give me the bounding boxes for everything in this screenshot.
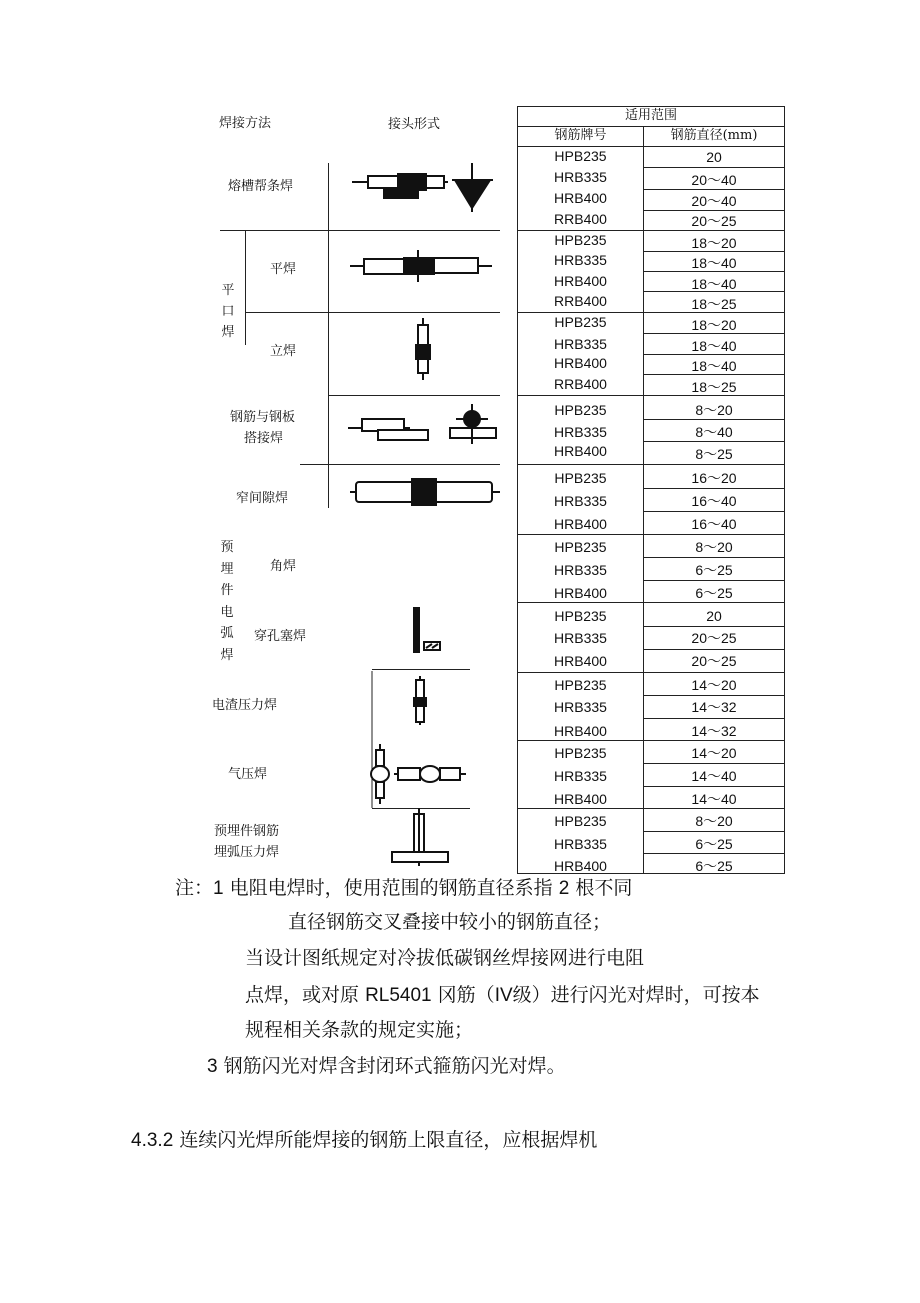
grade-cell: HRB400 (554, 355, 607, 371)
note-number: 1 (213, 878, 224, 899)
grade-cell: HPB235 (554, 813, 607, 829)
plate-lap-joint-sketch (348, 404, 496, 444)
embed-group-char: 埋 (220, 561, 234, 577)
method-plate-lap-1: 钢筋与钢板 (230, 410, 296, 425)
diameter-cell: 20～25 (691, 653, 737, 669)
method-embed-arc-1: 预埋件钢筋 (214, 824, 280, 839)
embed-group-char: 弧 (220, 626, 234, 641)
grade-cell: HRB335 (554, 699, 607, 715)
method-dianzha: 电渣压力焊 (212, 698, 278, 713)
diameter-cell: 18～40 (691, 255, 737, 271)
grade-cell: HRB400 (554, 273, 607, 289)
diameter-cell: 8～20 (695, 539, 733, 555)
method-qiya: 气压焊 (228, 767, 268, 782)
gas-pressure-weld-sketch (371, 744, 466, 804)
note-text: 点焊，或对原 (245, 984, 360, 1006)
header-diameter: 钢筋直径(mm) (670, 128, 758, 143)
method-chuankong: 穿孔塞焊 (254, 629, 307, 644)
diameter-cell: 14～20 (691, 677, 737, 693)
header-joint: 接头形式 (388, 117, 441, 132)
header-method: 焊接方法 (219, 116, 272, 131)
grade-cell: HRB335 (554, 336, 607, 352)
diameter-cell: 8～25 (695, 446, 733, 462)
note-code: IV (494, 985, 513, 1006)
method-jiaohan: 角焊 (270, 559, 297, 574)
note-line-1 (175, 874, 632, 903)
pinghan-joint-sketch (350, 250, 492, 282)
grade-cell: HRB400 (554, 190, 607, 206)
narrow-gap-joint-sketch (350, 479, 500, 505)
grade-cell: HPB235 (554, 232, 607, 248)
ping-group-char: 口 (221, 304, 235, 319)
grade-cell: HRB335 (554, 493, 607, 509)
note-text: 钢筋闪光对焊含封闭环式箍筋闪光对焊。 (223, 1055, 566, 1077)
note-text: 根不同 (575, 877, 633, 899)
rongcao-joint-sketch (352, 163, 493, 212)
note-prefix: 注： (175, 877, 214, 899)
header-grade: 钢筋牌号 (554, 128, 607, 143)
diameter-cell: 14～32 (691, 699, 737, 715)
grade-cell: HRB335 (554, 630, 607, 646)
diameter-cell: 6～25 (695, 858, 733, 874)
note-text: 级）进行闪光对焊时，可按本 (512, 984, 760, 1006)
note-line-3: 当设计图纸规定对冷拔低碳钢丝焊接网进行电阻 (245, 947, 645, 969)
note-line-6 (207, 1052, 566, 1081)
section-text: 连续闪光焊所能焊接的钢筋上限直径，应根据焊机 (179, 1129, 598, 1151)
grade-cell: HPB235 (554, 608, 607, 624)
diameter-cell: 14～40 (691, 768, 737, 784)
note-line-5: 规程相关条款的规定实施； (245, 1019, 474, 1041)
embed-group-char: 预 (220, 540, 234, 555)
embedded-arc-pressure-sketch (392, 808, 448, 866)
diameter-cell: 20～40 (691, 193, 737, 209)
embed-group-char: 件 (220, 583, 234, 598)
grade-cell: RRB400 (554, 211, 607, 227)
grade-cell: HRB335 (554, 424, 607, 440)
grade-cell: HPB235 (554, 539, 607, 555)
grade-cell: HRB335 (554, 252, 607, 268)
grade-cell: HPB235 (554, 745, 607, 761)
grade-cell: HRB400 (554, 516, 607, 532)
electroslag-weld-sketch (414, 676, 426, 725)
grade-cell: HRB400 (554, 723, 607, 739)
diameter-cell: 18～40 (691, 276, 737, 292)
grade-cell: HRB400 (554, 443, 607, 459)
note-number: 3 (207, 1056, 218, 1077)
plug-weld-sketch (414, 608, 440, 652)
diameter-cell: 20 (706, 608, 722, 624)
grade-cell: HPB235 (554, 402, 607, 418)
grade-cell: HRB335 (554, 169, 607, 185)
method-embed-arc-2: 埋弧压力焊 (214, 845, 280, 860)
embed-group-char: 焊 (220, 647, 234, 663)
diameter-cell: 6～25 (695, 585, 733, 601)
grade-cell: HRB335 (554, 836, 607, 852)
header-scope: 适用范围 (624, 108, 677, 123)
diameter-cell: 18～20 (691, 317, 737, 333)
note-number: 2 (558, 878, 570, 899)
section-number: 4.3.2 (131, 1130, 174, 1151)
diameter-cell: 16～20 (691, 470, 737, 486)
diameter-cell: 16～40 (691, 493, 737, 509)
grade-cell: HRB400 (554, 585, 607, 601)
grade-cell: HPB235 (554, 677, 607, 693)
diameter-cell: 8～20 (695, 402, 733, 418)
diameter-cell: 18～25 (691, 296, 737, 312)
diameter-cell: 6～25 (695, 836, 733, 852)
diameter-cell: 18～20 (691, 235, 737, 251)
method-narrow-gap: 窄间隙焊 (236, 491, 289, 506)
diameter-cell: 8～40 (695, 424, 733, 440)
diameter-cell: 18～25 (691, 379, 737, 395)
diameter-cell: 14～32 (691, 723, 737, 739)
diameter-cell: 18～40 (691, 338, 737, 354)
grade-cell: HRB335 (554, 562, 607, 578)
diameter-cell: 20～25 (691, 213, 737, 229)
method-rongcao: 熔槽帮条焊 (228, 179, 294, 194)
note-text: 冈筋（ (437, 984, 495, 1006)
diameter-cell: 20～40 (691, 172, 737, 188)
diameter-cell: 20 (706, 149, 722, 165)
lihan-joint-sketch (416, 318, 430, 380)
grade-cell: RRB400 (554, 293, 607, 309)
method-lihan: 立焊 (270, 344, 297, 359)
grade-cell: RRB400 (554, 376, 607, 392)
diameter-cell: 8～20 (695, 813, 733, 829)
ping-group-char: 焊 (221, 325, 235, 340)
grade-cell: HRB335 (554, 768, 607, 784)
section-4-3-2 (131, 1126, 597, 1155)
note-line-2: 直径钢筋交叉叠接中较小的钢筋直径； (288, 911, 612, 933)
method-plate-lap-2: 搭接焊 (244, 431, 284, 446)
note-text: 电阻电焊时，使用范围的钢筋直径系指 (229, 877, 553, 899)
diameter-cell: 16～40 (691, 516, 737, 532)
ping-group-char: 平 (221, 283, 235, 298)
diameter-cell: 20～25 (691, 630, 737, 646)
grade-cell: HRB400 (554, 653, 607, 669)
diameter-cell: 14～40 (691, 791, 737, 807)
grade-cell: HPB235 (554, 470, 607, 486)
embed-group-char: 电 (220, 604, 234, 620)
grade-cell: HRB400 (554, 858, 607, 874)
diameter-cell: 18～40 (691, 358, 737, 374)
grade-cell: HPB235 (554, 148, 607, 164)
diameter-cell: 6～25 (695, 562, 733, 578)
note-line-4 (245, 981, 760, 1010)
method-pinghan: 平焊 (270, 262, 297, 277)
grade-cell: HPB235 (554, 314, 607, 330)
note-code: RL5401 (365, 985, 432, 1006)
grade-cell: HRB400 (554, 791, 607, 807)
diameter-cell: 14～20 (691, 745, 737, 761)
